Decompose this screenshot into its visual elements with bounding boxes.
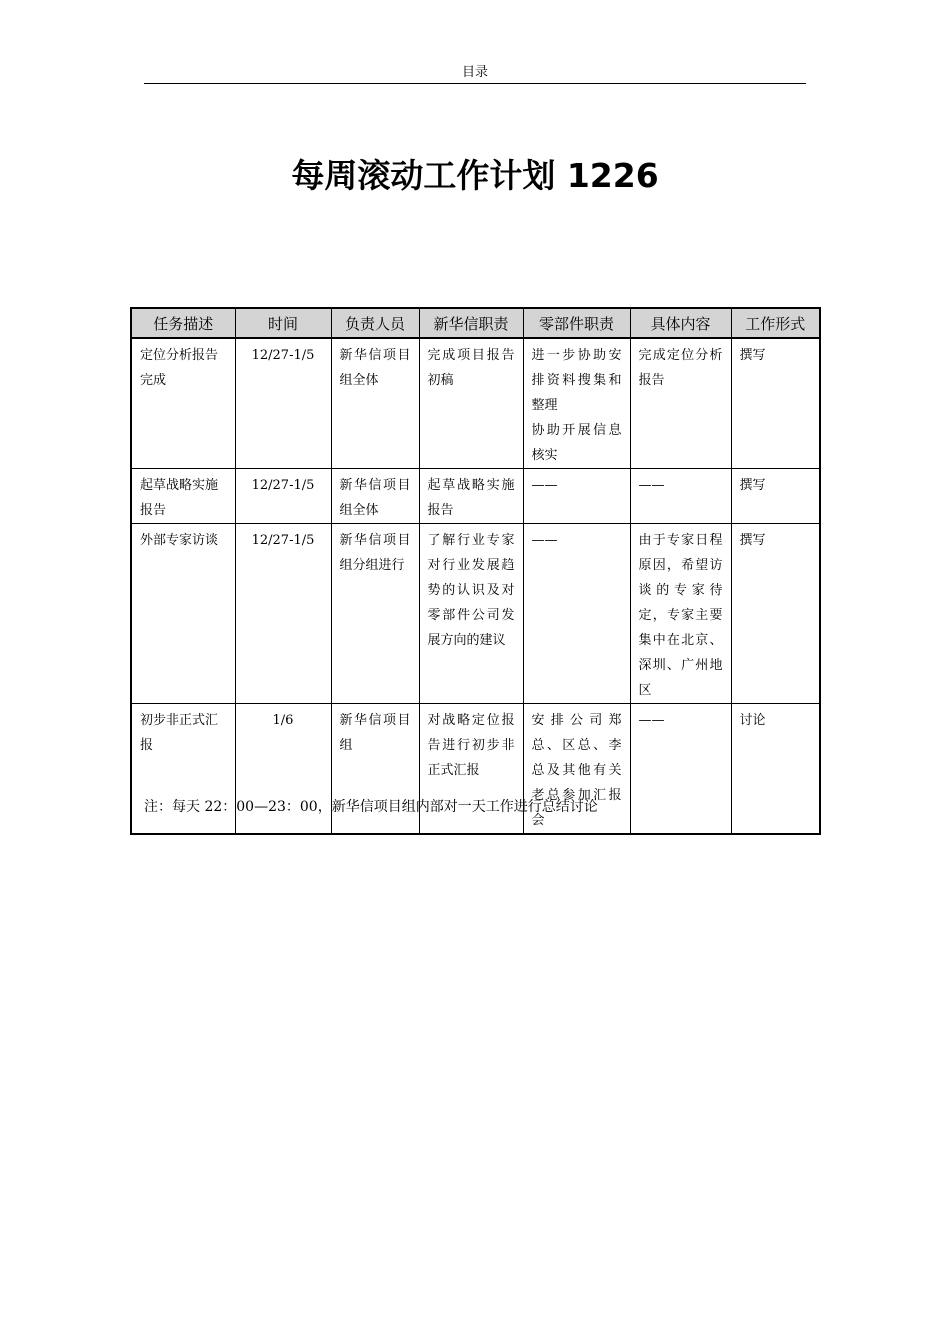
cell-xhx-duty: 对战略定位报告进行初步非正式汇报 xyxy=(419,704,523,835)
table-header-row xyxy=(131,308,820,338)
cell-task: 初步非正式汇报 xyxy=(131,704,235,835)
table-row xyxy=(131,338,820,469)
cell-time: 12/27-1/5 xyxy=(235,524,331,704)
table-row xyxy=(131,469,820,524)
cell-task: 起草战略实施报告 xyxy=(131,469,235,524)
column-header-parts-duty: 零部件职责 xyxy=(523,308,630,338)
footnote: 注：每天 22：00—23：00，新华信项目组内部对一天工作进行总结讨论 xyxy=(144,799,598,815)
parts-duty-line: 进一步协助安排资料搜集和整理 xyxy=(531,348,622,413)
column-header-task: 任务描述 xyxy=(131,308,235,338)
cell-time: 12/27-1/5 xyxy=(235,469,331,524)
parts-duty-line: —— xyxy=(531,533,558,548)
cell-owner: 新华信项目组 xyxy=(331,704,419,835)
cell-owner: 新华信项目组全体 xyxy=(331,469,419,524)
cell-parts-duty xyxy=(523,524,630,704)
column-header-owner: 负责人员 xyxy=(331,308,419,338)
cell-owner: 新华信项目组全体 xyxy=(331,338,419,469)
document-title: 每周滚动工作计划 1226 xyxy=(291,156,659,195)
cell-form: 撰写 xyxy=(731,469,820,524)
cell-task: 外部专家访谈 xyxy=(131,524,235,704)
cell-form: 撰写 xyxy=(731,338,820,469)
cell-xhx-duty: 了解行业专家对行业发展趋势的认识及对零部件公司发展方向的建议 xyxy=(419,524,523,704)
cell-form: 讨论 xyxy=(731,704,820,835)
cell-parts-duty xyxy=(523,469,630,524)
parts-duty-line: 协助开展信息核实 xyxy=(531,423,622,463)
column-header-content: 具体内容 xyxy=(630,308,731,338)
column-header-form: 工作形式 xyxy=(731,308,820,338)
cell-time: 12/27-1/5 xyxy=(235,338,331,469)
page-header: 目录 xyxy=(461,65,488,80)
parts-duty-line: 安排公司郑总、区总、李总及其他有关老总参加汇报会 xyxy=(531,713,622,828)
cell-time: 1/6 xyxy=(235,704,331,835)
cell-xhx-duty: 起草战略实施报告 xyxy=(419,469,523,524)
cell-task: 定位分析报告完成 xyxy=(131,338,235,469)
weekly-plan-table xyxy=(130,307,821,835)
cell-content: 完成定位分析报告 xyxy=(630,338,731,469)
cell-owner: 新华信项目组分组进行 xyxy=(331,524,419,704)
column-header-time: 时间 xyxy=(235,308,331,338)
cell-content: 由于专家日程原因，希望访谈的专家待定，专家主要集中在北京、深圳、广州地区 xyxy=(630,524,731,704)
column-header-xhx-duty: 新华信职责 xyxy=(419,308,523,338)
table-row xyxy=(131,524,820,704)
cell-form: 撰写 xyxy=(731,524,820,704)
cell-parts-duty xyxy=(523,338,630,469)
cell-xhx-duty: 完成项目报告初稿 xyxy=(419,338,523,469)
cell-content: —— xyxy=(630,704,731,835)
cell-content: —— xyxy=(630,469,731,524)
parts-duty-line: —— xyxy=(531,478,558,493)
header-rule xyxy=(144,83,806,84)
